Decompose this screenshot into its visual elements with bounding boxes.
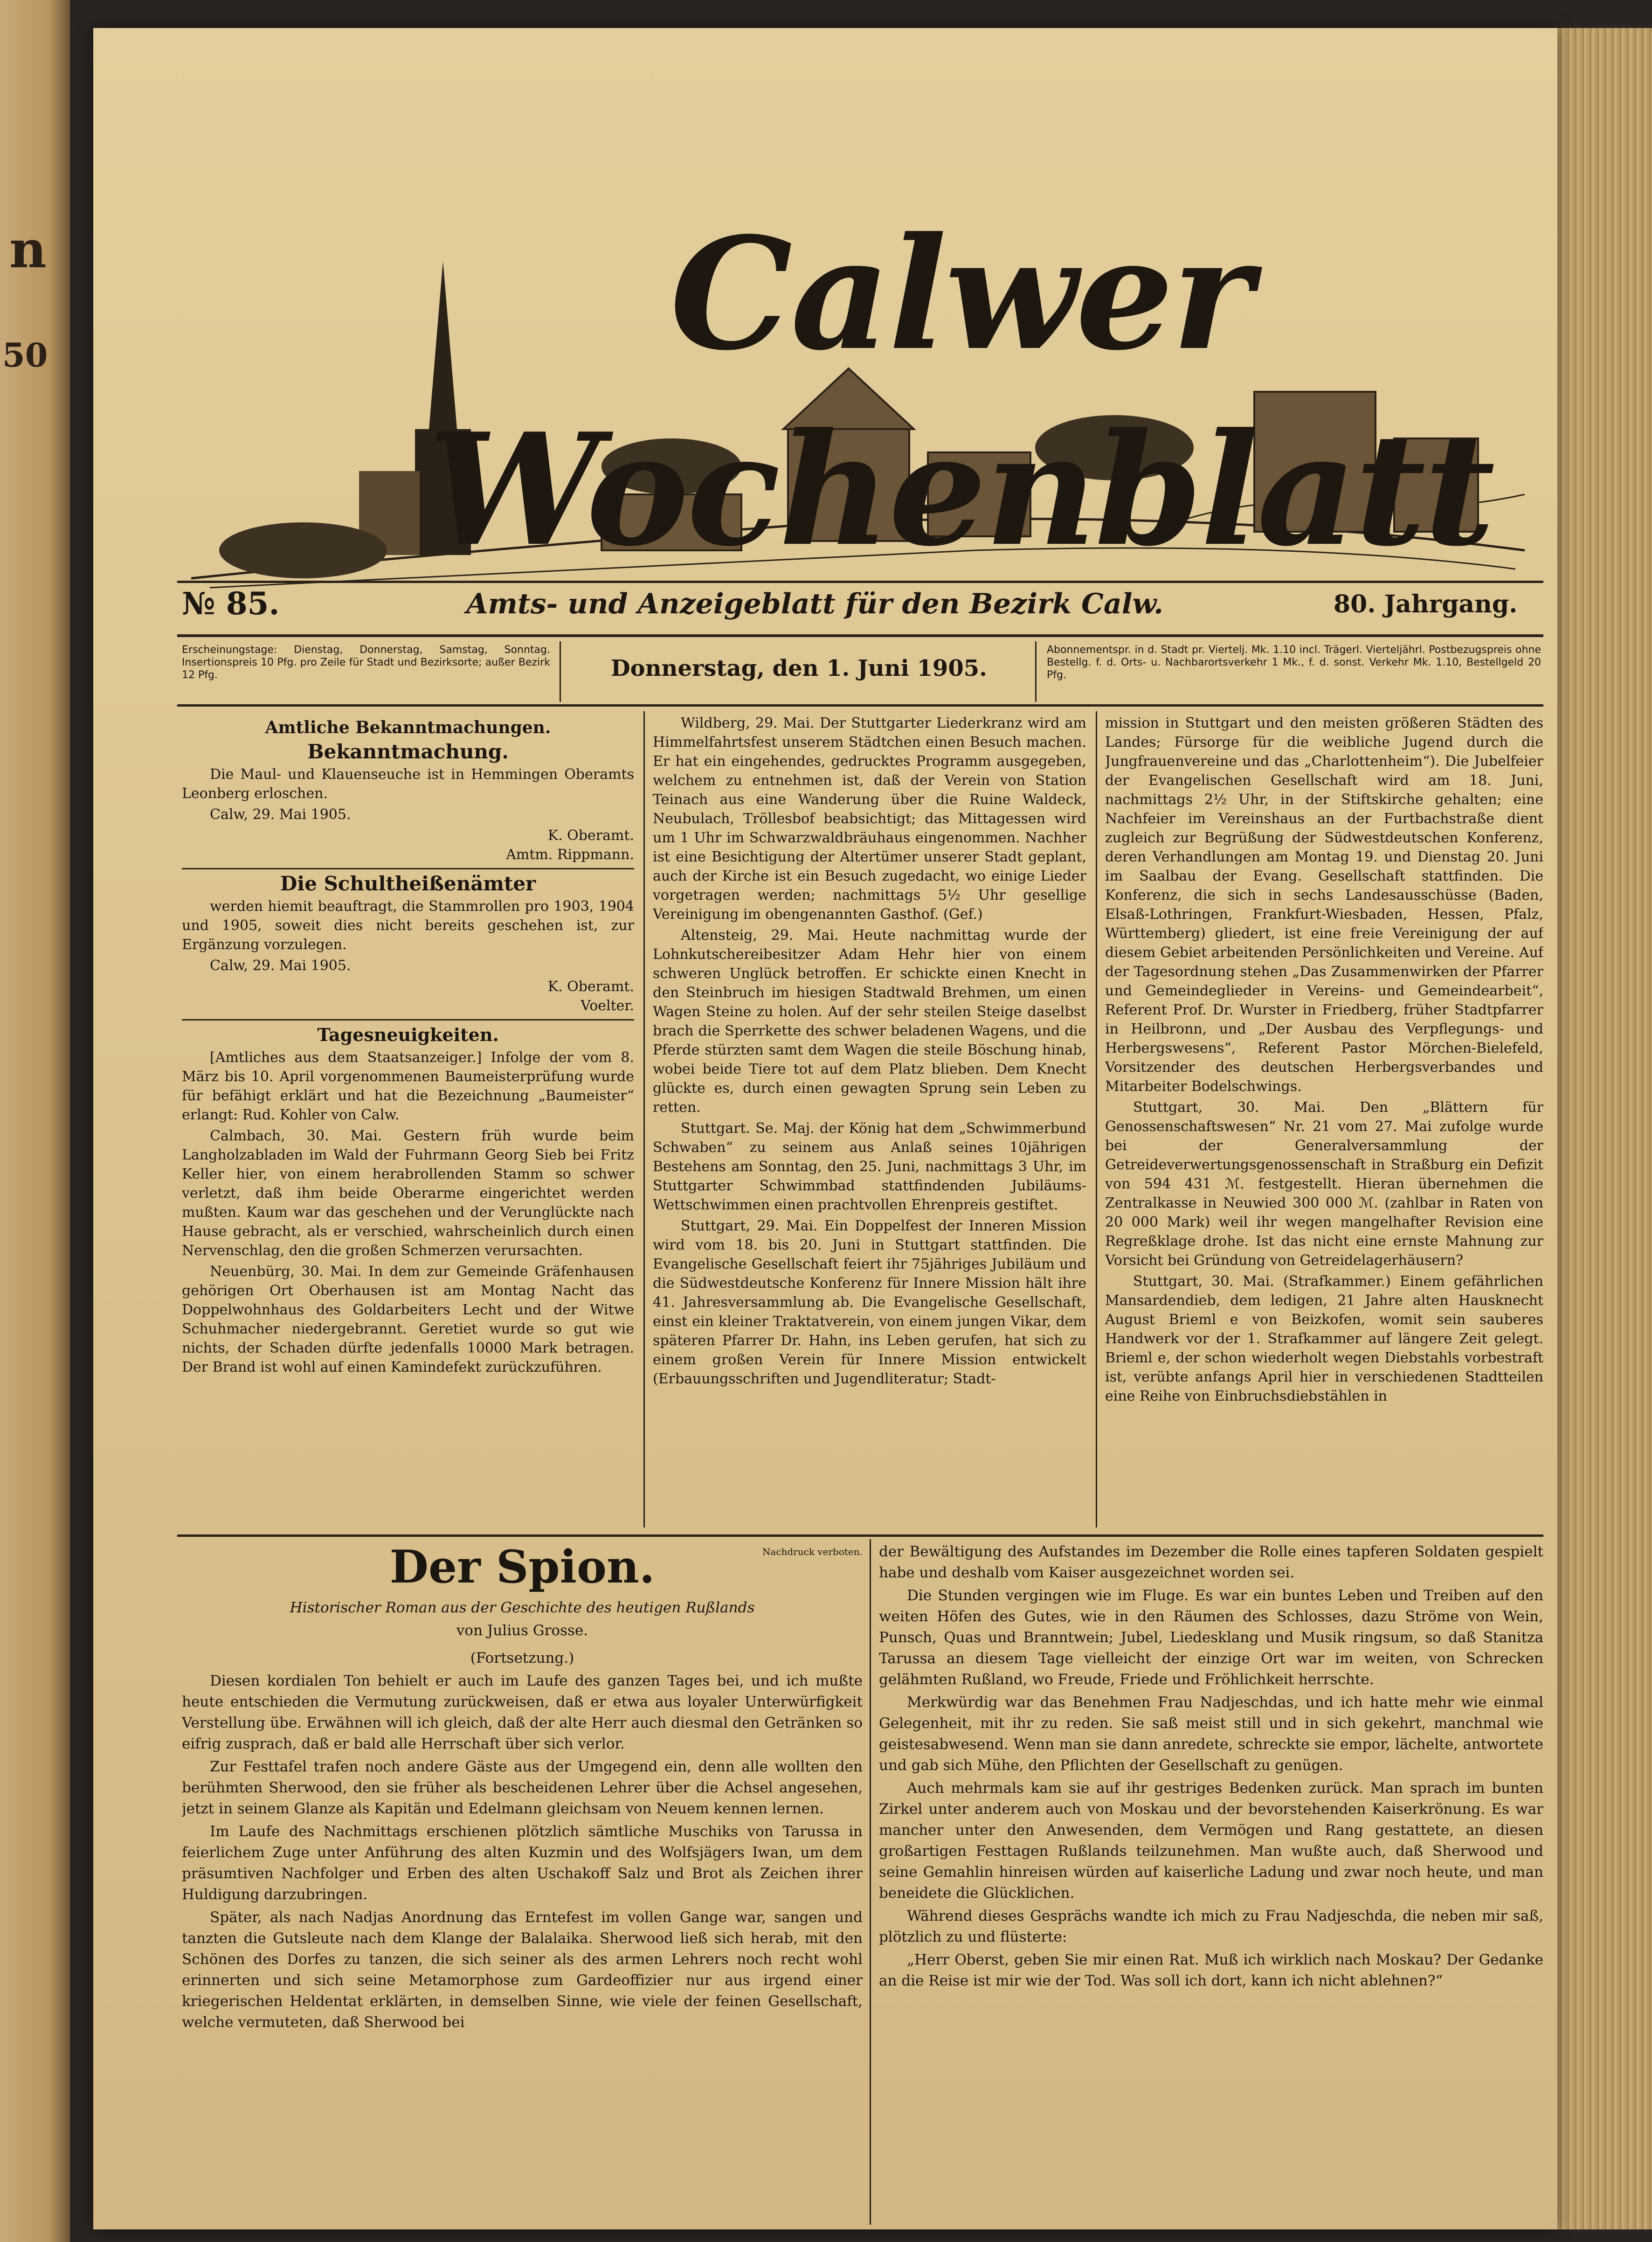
publication-info: Erscheinungstage: Dienstag, Donnerstag, Samstag, Sonntag. Insertionspreis 10 Pfg. pro Zeile für Stadt und Bezirksorte; außer Bezirk 12 Pfg. [182,644,550,681]
notice-office-2: K. Oberamt. [547,979,634,995]
serial-left-paragraph-3: Im Laufe des Nachmittags erschienen plötzlich sämtliche Muschiks von Tarussa in feierlichem Zuge unter Anführung des alten Kuzmin und des Wolfsjägers Iwan, um dem präsumtiven Nachfolger und Erben des alten Uschakoff Salz und Brot als Zeichen ihrer Huldigung darzubringen. [182,1823,863,1903]
news-stuttgart-cooperative: Stuttgart, 30. Mai. Den „Blättern für Genossenschaftswesen“ Nr. 21 vom 27. Mai zufolge wurde bei der Generalversammlung der Getreideverwertungsgenossenschaft in Straßburg ein Defizit von 594 431 ℳ. festgestellt. Hieran übernehmen die Zentralkasse in Neuwied 300 000 ℳ. (zahlbar in Raten von 20 000 Mark) weil ihr wegen mangelhafter Revision eine Regreßklage drohe. Ist das nicht eine ernste Mahnung zur Vorsicht bei Gründung von Getreidelagerhäusern? [1105,1099,1543,1269]
news-item-1: [Amtliches aus dem Staatsanzeiger.] Infolge der vom 8. März bis 10. April vorgenommenen Baumeisterprüfung wurde für befähigt erklärt und hat die Bezeichnung „Baumeister“ erlangt: Rud. Kohler von Calw. [182,1049,634,1123]
serial-title-block [182,1541,863,1597]
notice-office-1: K. Oberamt. [547,827,634,844]
notice-text-2: werden hiemit beauftragt, die Stammrollen pro 1903, 1904 und 1905, soweit dies nicht bereits geschehen ist, zur Ergänzung vorzulegen. [182,898,634,953]
notice-heading-2: Die Schultheißenämter [280,872,536,895]
serial-left-paragraph-4: Später, als nach Nadjas Anordnung das Erntefest im vollen Gange war, sangen und tanzten die Gutsleute nach dem Klange der Balalaika. Sherwood ließ sich herab, mit den Schönen des Dorfes zu tanzen, die sich seiner als des armen Lehrers noch recht wohl erinnerten und sich seine Metamorphose zum Gardeoffizier nur aus irgend einer kriegerischen Heldentat erklärten, in demselben Sinne, wie viele der feinen Gesellschaft, welche vermuteten, daß Sherwood bei [182,1909,863,2031]
volume-year: 80. Jahrgang. [1334,590,1518,618]
masthead-divider-2 [1035,641,1037,702]
serial-continuation: (Fortsetzung.) [470,1650,574,1666]
serial-title: Der Spion. [389,1541,655,1593]
masthead-title: Calwer Wochenblatt [428,203,1493,580]
news-divider [182,1019,634,1020]
issue-date: Donnerstag, den 1. Juni 1905. [611,655,987,681]
serial-right-paragraph-3: Merkwürdig war das Benehmen Frau Nadjeschdas, und ich hatte mehr wie einmal Gelegenheit, mit ihr zu reden. Sie saß meist still und in sich gekehrt, manchmal wie geistesabwesend. Wenn man sie dann anredete, schreckte sie empor, lächelte, antwortete und gab sich Mühe, den Pflichten der Gesellschaft zu genügen. [879,1694,1543,1774]
reprint-note: Nachdruck verboten. [762,1546,863,1557]
serial-author: von Julius Grosse. [456,1622,588,1639]
page-stack-edges [1557,28,1652,2229]
news-altensteig: Altensteig, 29. Mai. Heute nachmittag wurde der Lohnkutschereibesitzer Adam Hehr hier von einem schweren Unglück betroffen. Er schickte einen Knecht in den Steinbruch im hiesigen Stadtwald Brehmen, um einen Wagen Steine zu holen. Auf der sehr steilen Steige daselbst brach die Sperrkette des schwer beladenen Wagens, und die Pferde stürzten samt dem Wagen die steile Böschung hinab, wobei beide Tiere tot auf dem Platz blieben. Dem Knecht glückte es, durch einen gewagten Sprung sein Leben zu retten. [653,927,1086,1116]
news-item-2: Calmbach, 30. Mai. Gestern früh wurde beim Langholzabladen im Wald der Fuhrmann Georg Sieb bei Fritz Keller hier, von einem herabrollenden Stamm so schwer verletzt, daß ihm beide Oberarme eingerichtet werden mußten. Kaum war das geschehen und der Verunglückte nach Hause gebracht, als er verschied, wahrscheinlich durch einen Nervenschlag, den die großen Schmerzen verursachten. [182,1128,634,1259]
subscription-info: Abonnementspr. in d. Stadt pr. Viertelj. Mk. 1.10 incl. Trägerl. Vierteljährl. Postbezugspreis ohne Bestellg. f. d. Orts- u. Nachbarortsverkehr 1 Mk., f. d. sonst. Verkehr Mk. 1.10, Bestellgeld 20 Pfg. [1047,644,1541,681]
notice-signer-2: Voelter. [581,998,634,1014]
masthead-rule-bottom [177,704,1543,707]
news-stuttgart-court: Stuttgart, 30. Mai. (Strafkammer.) Einem gefährlichen Mansardendieb, dem ledigen, 21 Jahre alten Hausknecht August Brieml e von Beizkofen, womit sein sauberes Handwerk vor der 1. Strafkammer auf längere Zeit gelegt. Brieml e, der schon wiederholt wegen Diebstahls vorbestraft ist, verübte anfangs April hier in verschiedenen Stadtteilen eine Reihe von Einbruchsdiebstählen in [1105,1273,1543,1404]
left-fragment-1: n [9,219,47,279]
column-news-2 [653,714,1086,1525]
feuilleton-rule [177,1534,1543,1537]
serial-subtitle: Historischer Roman aus der Geschichte des heutigen Rußlands [290,1599,755,1616]
serial-right-paragraph-4: Auch mehrmals kam sie auf ihr gestriges Bedenken zurück. Man sprach im bunten Zirkel unter anderem auch von Moskau und der bevorstehenden Kaiserkrönung. Es war mancher unter den Anwesenden, dem Vermögen und Rang gestattete, an diesen großartigen Festtagen Rußlands teilzunehmen. Man wußte auch, daß Sherwood und seine Gemahlin hinreisen würden auf kaiserliche Ladung und zwar noch heute, und man beneidete die Glücklichen. [879,1780,1543,1902]
news-item-3: Neuenbürg, 30. Mai. In dem zur Gemeinde Gräfenhausen gehörigen Ort Oberhausen ist am Montag Nacht das Doppelwohnhaus des Goldarbeiters Lecht und der Witwe Schuhmacher niedergebrannt. Geretiet wurde so gut wie nichts, der Schaden dürfte jedenfalls 10000 Mark betragen. Der Brand ist wohl auf einen Kamindefekt zurückzuführen. [182,1263,634,1375]
serial-column-divider [870,1539,871,2225]
section-heading-official: Amtliche Bekanntmachungen. [265,718,551,737]
issue-number: № 85. [182,585,280,622]
left-fragment-2: 50 [2,336,48,375]
notice-place-date-1: Calw, 29. Mai 1905. [210,806,351,823]
newspaper-page [93,28,1557,2229]
serial-right-paragraph-5: Während dieses Gesprächs wandte ich mich zu Frau Nadjeschda, die neben mir saß, plötzlich zu und flüsterte: [879,1908,1543,1945]
notice-text-1: Die Maul- und Klauenseuche ist in Hemmingen Oberamts Leonberg erloschen. [182,766,634,802]
news-wildberg: Wildberg, 29. Mai. Der Stuttgarter Liederkranz wird am Himmelfahrtsfest unserem Städtchen einen Besuch machen. Er hat ein eingehendes, gedrucktes Programm ausgegeben, welchem zu entnehmen ist, daß der Verein von Station Teinach aus eine Wanderung über die Ruine Waldeck, Neubulach, Tröllesbof beabsichtigt; das Mittagessen wird um 1 Uhr im Schwarzwaldbräuhaus eingenommen. Nachher ist eine Besichtigung der Altertümer unserer Stadt geplant, auch der Kirche ist ein Besuch zugedacht, wo einige Lieder vorgetragen werden; nachmittags 5½ Uhr gesellige Vereinigung im obengenannten Gasthof. (Gef.) [653,715,1086,923]
serial-left-column [182,1541,863,2222]
notice-divider [182,868,634,869]
news-heading: Tagesneuigkeiten. [317,1024,499,1045]
serial-right-paragraph-1: der Bewältigung des Aufstandes im Dezember die Rolle eines tapferen Soldaten gespielt habe und deshalb vom Kaiser ausgezeichnet worden sei. [879,1543,1543,1581]
serial-right-paragraph-6: „Herr Oberst, geben Sie mir einen Rat. Muß ich wirklich nach Moskau? Der Gedanke an die Reise ist mir wie der Tod. Was soll ich dort, kann ich nicht ablehnen?“ [879,1951,1543,1989]
serial-left-paragraph-1: Diesen kordialen Ton behielt er auch im Laufe des ganzen Tages bei, und ich mußte heute entschieden die Vermutung zurückweisen, daß er etwa aus loyaler Unterwürfigkeit Verstellung übe. Erwähnen will ich gleich, daß der alte Herr auch diesmal den Getränken so eifrig zusprach, daß er bald alle Herrschaft über sich verlor. [182,1673,863,1752]
serial-right-column [879,1541,1543,2222]
notice-signer-1: Amtm. Rippmann. [506,847,634,863]
masthead-rule-top [177,581,1543,583]
serial-right-paragraph-2: Die Stunden vergingen wie im Fluge. Es war ein buntes Leben und Treiben auf den weiten Höfen des Gutes, wie in den Räumen des Schlosses, dazu Ströme von Wein, Punsch, Quas und Branntwein; Jubel, Liedesklang und Musik ringsum, so daß Stanitza Tarussa an diesem Tage vielleicht der einzige Ort war im weiten, von Schrecken gelähmten Rußland, wo Freude, Friede und Fröhlichkeit herrschte. [879,1587,1543,1688]
masthead-rule-mid [177,634,1543,637]
column-news-3 [1105,714,1543,1525]
left-page-edge [0,0,70,2242]
masthead-subtitle: Amts- und Anzeigeblatt für den Bezirk Calw. [466,588,1164,620]
column-divider-1 [643,711,645,1527]
news-mission-continued: mission in Stuttgart und den meisten größeren Städten des Landes; Fürsorge für die weibliche Jugend durch die Jungfrauenvereine und das „Charlottenheim“). Die Jubelfeier der Evangelischen Gesellschaft wird am 18. Juni, nachmittags 2½ Uhr, in der Stiftskirche gehalten; eine Nachfeier im Vereinshaus an der Furtbachstraße dient zugleich zur Begrüßung der Südwestdeutschen Konferenz, deren Verhandlungen am Montag 19. und Dienstag 20. Juni im Saalbau der Evang. Gesellschaft stattfinden. Die Konferenz, die sich in sechs Landesausschüsse (Baden, Elsaß-Lothringen, Frankfurt-Wiesbaden, Hessen, Pfalz, Württemberg) gliedert, ist eine freie Vereinigung der auf diesem Gebiet arbeitenden Persönlichkeiten und Vereine. Auf der Tagesordnung stehen „Das Zusammenwirken der Pfarrer und Gemeindeglieder in Vereins- und Gemeindearbeit“, Referent Prof. Dr. Wurster in Friedberg, früher Stadtpfarrer in Heilbronn, und „Der Ausbau des Verpflegungs- und Herbergswesens“, Referent Pastor Mörchen-Bielefeld, Vorsitzender des deutschen Herbergsverbandes und Mitarbeiter Bodelschwings. [1105,715,1543,1095]
masthead-divider-1 [560,641,561,702]
news-stuttgart-swim: Stuttgart. Se. Maj. der König hat dem „Schwimmerbund Schwaben“ zu seinem aus Anlaß seines 10jährigen Bestehens am Sonntag, den 25. Juni, nachmittags 3 Uhr, im Stuttgarter Schwimmbad stattfindenden Jubiläums-Wettschwimmen einen prachtvollen Ehrenpreis gestiftet. [653,1120,1086,1213]
column-official [182,714,634,1525]
serial-left-paragraph-2: Zur Festtafel trafen noch andere Gäste aus der Umgegend ein, denn alle wollten den berühmten Sherwood, den sie früher als bescheidenen Lehrer über die Achsel angesehen, jetzt in seinem Glanze als Kapitän und Edelmann gleichsam von Neuem kennen lernen. [182,1758,863,1817]
column-divider-2 [1096,711,1097,1527]
notice-heading-1: Bekanntmachung. [307,740,509,763]
news-stuttgart-mission: Stuttgart, 29. Mai. Ein Doppelfest der Inneren Mission wird vom 18. bis 20. Juni in Stuttgart stattfinden. Die Evangelische Gesellschaft feiert ihr 75jähriges Jubiläum und die Südwestdeutsche Konferenz für Innere Mission hält ihre 41. Jahresversammlung ab. Die Evangelische Gesellschaft, einst ein kleiner Traktatverein, von einem jungen Vikar, dem späteren Pfarrer Dr. Hahn, ins Leben gerufen, hat sich zu einem großen Verein für Innere Mission entwickelt (Erbauungsschriften und Jugendliteratur; Stadt- [653,1218,1086,1387]
notice-place-date-2: Calw, 29. Mai 1905. [210,958,351,974]
